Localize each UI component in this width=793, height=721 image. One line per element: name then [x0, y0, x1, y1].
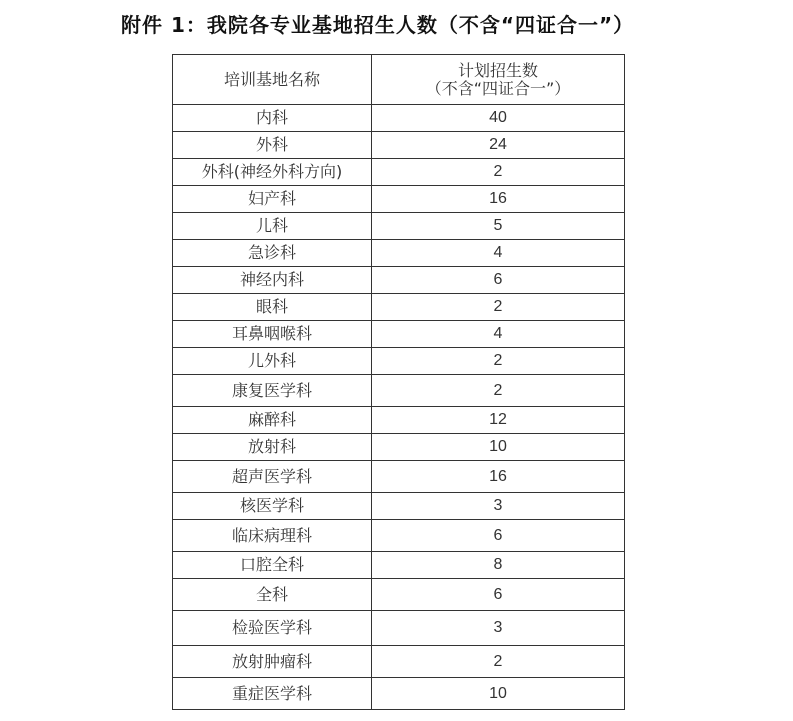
row-base-name: 放射肿瘤科 [173, 646, 372, 678]
table-row [173, 434, 625, 461]
row-base-name: 全科 [173, 579, 372, 611]
row-count: 10 [372, 678, 625, 710]
column-header-planned-count [372, 55, 625, 105]
column-header-planned-count-line2: （不含“四证合一”） [425, 78, 571, 98]
table-row [173, 132, 625, 159]
row-count: 40 [372, 105, 625, 132]
table-row [173, 159, 625, 186]
row-base-name: 急诊科 [173, 240, 372, 267]
row-base-name: 内科 [173, 105, 372, 132]
row-count: 12 [372, 407, 625, 434]
table-row [173, 213, 625, 240]
table-row [173, 105, 625, 132]
row-base-name: 外科 [173, 132, 372, 159]
row-base-name: 妇产科 [173, 186, 372, 213]
row-count: 5 [372, 213, 625, 240]
row-count: 6 [372, 579, 625, 611]
table-row [173, 493, 625, 520]
column-header-base-name: 培训基地名称 [173, 55, 372, 105]
table-row [173, 552, 625, 579]
row-count: 2 [372, 294, 625, 321]
row-base-name: 耳鼻咽喉科 [173, 321, 372, 348]
row-base-name: 康复医学科 [173, 375, 372, 407]
table-row [173, 407, 625, 434]
table-row [173, 520, 625, 552]
table-row [173, 186, 625, 213]
row-base-name: 神经内科 [173, 267, 372, 294]
table-row [173, 375, 625, 407]
enrollment-table [172, 54, 625, 710]
table-header-row [173, 55, 625, 105]
table-row [173, 461, 625, 493]
row-base-name: 麻醉科 [173, 407, 372, 434]
table-row [173, 294, 625, 321]
row-base-name: 儿外科 [173, 348, 372, 375]
table-row [173, 267, 625, 294]
row-count: 24 [372, 132, 625, 159]
row-count: 2 [372, 646, 625, 678]
row-count: 16 [372, 186, 625, 213]
row-count: 4 [372, 240, 625, 267]
row-count: 2 [372, 348, 625, 375]
table-row [173, 348, 625, 375]
row-count: 16 [372, 461, 625, 493]
row-count: 8 [372, 552, 625, 579]
row-count: 10 [372, 434, 625, 461]
row-count: 4 [372, 321, 625, 348]
row-base-name: 重症医学科 [173, 678, 372, 710]
row-count: 6 [372, 267, 625, 294]
row-count: 6 [372, 520, 625, 552]
row-count: 2 [372, 375, 625, 407]
row-base-name: 超声医学科 [173, 461, 372, 493]
table-row [173, 321, 625, 348]
page-title: 附件 1：我院各专业基地招生人数（不含“四证合一”） [121, 13, 635, 37]
row-count: 3 [372, 611, 625, 646]
row-base-name: 儿科 [173, 213, 372, 240]
row-base-name: 口腔全科 [173, 552, 372, 579]
table-row [173, 579, 625, 611]
row-base-name: 临床病理科 [173, 520, 372, 552]
row-base-name: 检验医学科 [173, 611, 372, 646]
row-base-name: 外科(神经外科方向) [173, 159, 372, 186]
row-base-name: 放射科 [173, 434, 372, 461]
table-row [173, 611, 625, 646]
row-count: 2 [372, 159, 625, 186]
table-row [173, 646, 625, 678]
column-header-planned-count-line1: 计划招生数 [457, 60, 538, 80]
row-base-name: 眼科 [173, 294, 372, 321]
table-row [173, 240, 625, 267]
row-base-name: 核医学科 [173, 493, 372, 520]
row-count: 3 [372, 493, 625, 520]
table-row [173, 678, 625, 710]
